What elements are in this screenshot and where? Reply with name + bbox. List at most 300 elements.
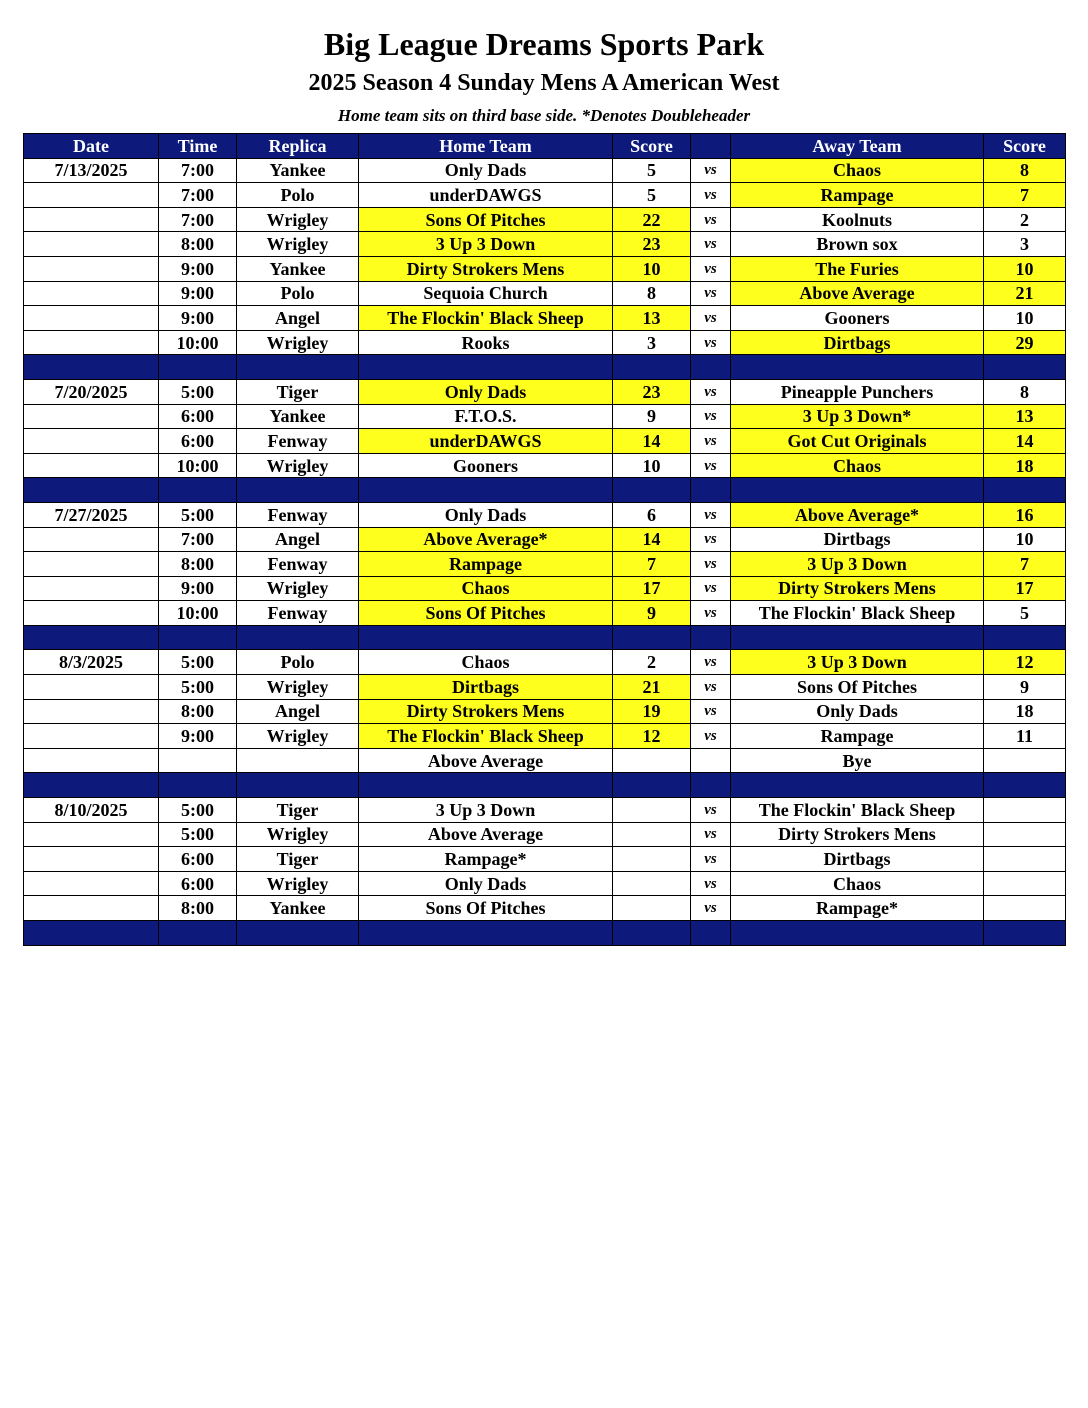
date-cell: 8/3/2025 [24, 650, 159, 675]
separator-cell [24, 355, 159, 380]
date-cell [24, 699, 159, 724]
date-cell [24, 675, 159, 700]
away-team-cell: The Flockin' Black Sheep [731, 798, 984, 823]
home-team-cell: Only Dads [359, 158, 613, 183]
date-cell [24, 306, 159, 331]
vs-cell: vs [691, 404, 731, 429]
replica-cell: Wrigley [237, 207, 359, 232]
separator-cell [159, 921, 237, 946]
home-score-cell: 12 [613, 724, 691, 749]
away-team-cell: Chaos [731, 158, 984, 183]
vs-cell: vs [691, 896, 731, 921]
home-score-cell: 19 [613, 699, 691, 724]
home-team-cell: Dirty Strokers Mens [359, 699, 613, 724]
week-separator-row [24, 355, 1066, 380]
home-team-cell: 3 Up 3 Down [359, 798, 613, 823]
game-row [24, 748, 1066, 773]
away-team-cell: 3 Up 3 Down [731, 552, 984, 577]
game-row [24, 207, 1066, 232]
separator-cell [731, 625, 984, 650]
separator-cell [613, 773, 691, 798]
home-score-cell: 9 [613, 601, 691, 626]
home-team-cell: Sons Of Pitches [359, 207, 613, 232]
time-cell: 8:00 [159, 552, 237, 577]
game-row [24, 379, 1066, 404]
time-cell [159, 748, 237, 773]
replica-cell: Fenway [237, 429, 359, 454]
game-row [24, 675, 1066, 700]
date-cell: 8/10/2025 [24, 798, 159, 823]
vs-cell: vs [691, 552, 731, 577]
away-team-cell: Dirtbags [731, 527, 984, 552]
vs-cell: vs [691, 576, 731, 601]
away-team-cell: Chaos [731, 453, 984, 478]
vs-cell: vs [691, 527, 731, 552]
home-team-cell: Sons Of Pitches [359, 896, 613, 921]
vs-cell: vs [691, 281, 731, 306]
time-cell: 5:00 [159, 675, 237, 700]
away-score-cell: 14 [984, 429, 1066, 454]
replica-cell: Wrigley [237, 232, 359, 257]
home-team-cell: underDAWGS [359, 429, 613, 454]
time-cell: 5:00 [159, 379, 237, 404]
replica-cell: Wrigley [237, 576, 359, 601]
separator-cell [159, 478, 237, 503]
date-cell [24, 281, 159, 306]
time-cell: 9:00 [159, 306, 237, 331]
date-cell [24, 183, 159, 208]
separator-cell [359, 478, 613, 503]
away-score-cell: 29 [984, 330, 1066, 355]
separator-cell [237, 355, 359, 380]
replica-cell: Wrigley [237, 675, 359, 700]
separator-cell [984, 625, 1066, 650]
away-team-cell: Only Dads [731, 699, 984, 724]
away-score-cell: 10 [984, 306, 1066, 331]
time-cell: 7:00 [159, 527, 237, 552]
game-row [24, 576, 1066, 601]
home-team-cell: Sequoia Church [359, 281, 613, 306]
away-score-cell: 8 [984, 379, 1066, 404]
away-score-cell: 9 [984, 675, 1066, 700]
away-team-cell: Rampage [731, 183, 984, 208]
game-row [24, 724, 1066, 749]
separator-cell [731, 921, 984, 946]
home-score-cell [613, 798, 691, 823]
doubleheader-note: Home team sits on third base side. *Denotes Doubleheader [337, 106, 751, 125]
separator-cell [159, 773, 237, 798]
home-score-cell: 7 [613, 552, 691, 577]
away-team-cell: 3 Up 3 Down [731, 650, 984, 675]
separator-cell [691, 921, 731, 946]
date-cell [24, 748, 159, 773]
game-row [24, 847, 1066, 872]
home-score-cell: 8 [613, 281, 691, 306]
separator-cell [237, 625, 359, 650]
away-score-cell [984, 896, 1066, 921]
home-team-cell: Above Average [359, 748, 613, 773]
date-cell [24, 256, 159, 281]
home-team-cell: Only Dads [359, 379, 613, 404]
table-header-row [24, 134, 1066, 159]
replica-cell: Angel [237, 699, 359, 724]
replica-cell: Yankee [237, 158, 359, 183]
away-score-cell: 10 [984, 256, 1066, 281]
away-team-cell: Chaos [731, 871, 984, 896]
home-team-cell: F.T.O.S. [359, 404, 613, 429]
away-team-cell: Bye [731, 748, 984, 773]
game-row [24, 552, 1066, 577]
time-cell: 5:00 [159, 822, 237, 847]
away-score-cell: 13 [984, 404, 1066, 429]
time-cell: 10:00 [159, 330, 237, 355]
separator-cell [24, 478, 159, 503]
home-team-cell: Dirty Strokers Mens [359, 256, 613, 281]
vs-cell: vs [691, 699, 731, 724]
vs-cell: vs [691, 232, 731, 257]
separator-cell [359, 773, 613, 798]
home-team-cell: Chaos [359, 650, 613, 675]
home-team-cell: 3 Up 3 Down [359, 232, 613, 257]
game-row [24, 871, 1066, 896]
home-team-cell: The Flockin' Black Sheep [359, 724, 613, 749]
home-team-cell: Rampage* [359, 847, 613, 872]
away-score-cell [984, 748, 1066, 773]
date-cell [24, 896, 159, 921]
time-cell: 5:00 [159, 798, 237, 823]
vs-cell: vs [691, 306, 731, 331]
home-team-cell: Dirtbags [359, 675, 613, 700]
game-row [24, 232, 1066, 257]
home-team-cell: Only Dads [359, 502, 613, 527]
replica-cell: Yankee [237, 896, 359, 921]
vs-cell: vs [691, 330, 731, 355]
game-row [24, 281, 1066, 306]
home-team-cell: Rampage [359, 552, 613, 577]
date-cell: 7/20/2025 [24, 379, 159, 404]
separator-cell [359, 625, 613, 650]
vs-cell [691, 748, 731, 773]
time-cell: 9:00 [159, 724, 237, 749]
separator-cell [359, 355, 613, 380]
time-cell: 8:00 [159, 699, 237, 724]
vs-cell: vs [691, 379, 731, 404]
home-team-cell: Only Dads [359, 871, 613, 896]
home-team-cell: Sons Of Pitches [359, 601, 613, 626]
separator-cell [24, 921, 159, 946]
away-team-cell: Koolnuts [731, 207, 984, 232]
away-team-cell: Brown sox [731, 232, 984, 257]
replica-cell [237, 748, 359, 773]
away-score-cell [984, 847, 1066, 872]
home-score-cell: 2 [613, 650, 691, 675]
away-team-cell: 3 Up 3 Down* [731, 404, 984, 429]
away-score-cell: 21 [984, 281, 1066, 306]
time-cell: 8:00 [159, 896, 237, 921]
week-separator-row [24, 625, 1066, 650]
time-cell: 5:00 [159, 502, 237, 527]
time-cell: 9:00 [159, 256, 237, 281]
vs-cell: vs [691, 256, 731, 281]
home-score-cell: 5 [613, 183, 691, 208]
date-cell [24, 822, 159, 847]
date-cell [24, 527, 159, 552]
away-team-cell: Above Average* [731, 502, 984, 527]
vs-cell: vs [691, 798, 731, 823]
home-score-cell: 14 [613, 429, 691, 454]
separator-cell [237, 478, 359, 503]
replica-cell: Wrigley [237, 724, 359, 749]
time-cell: 7:00 [159, 207, 237, 232]
vs-cell: vs [691, 601, 731, 626]
away-score-cell: 3 [984, 232, 1066, 257]
date-cell [24, 429, 159, 454]
vs-cell: vs [691, 847, 731, 872]
vs-cell: vs [691, 650, 731, 675]
game-row [24, 453, 1066, 478]
replica-cell: Tiger [237, 798, 359, 823]
replica-cell: Yankee [237, 256, 359, 281]
home-score-cell: 23 [613, 232, 691, 257]
away-team-cell: Sons Of Pitches [731, 675, 984, 700]
separator-cell [237, 921, 359, 946]
replica-cell: Angel [237, 527, 359, 552]
home-score-cell: 10 [613, 453, 691, 478]
replica-cell: Fenway [237, 601, 359, 626]
home-team-cell: Gooners [359, 453, 613, 478]
time-cell: 6:00 [159, 871, 237, 896]
away-score-cell: 7 [984, 183, 1066, 208]
away-team-cell: Above Average [731, 281, 984, 306]
time-cell: 10:00 [159, 601, 237, 626]
replica-cell: Yankee [237, 404, 359, 429]
separator-cell [731, 355, 984, 380]
replica-cell: Tiger [237, 379, 359, 404]
separator-cell [613, 355, 691, 380]
schedule-body [24, 158, 1066, 945]
col-header-away-score: Score [984, 134, 1066, 159]
date-cell [24, 847, 159, 872]
home-score-cell [613, 847, 691, 872]
separator-cell [984, 921, 1066, 946]
away-score-cell: 18 [984, 699, 1066, 724]
home-score-cell: 22 [613, 207, 691, 232]
replica-cell: Wrigley [237, 822, 359, 847]
game-row [24, 183, 1066, 208]
date-cell: 7/13/2025 [24, 158, 159, 183]
vs-cell: vs [691, 207, 731, 232]
date-cell: 7/27/2025 [24, 502, 159, 527]
away-score-cell: 17 [984, 576, 1066, 601]
separator-cell [984, 773, 1066, 798]
game-row [24, 822, 1066, 847]
home-score-cell: 21 [613, 675, 691, 700]
away-team-cell: Gooners [731, 306, 984, 331]
home-team-cell: The Flockin' Black Sheep [359, 306, 613, 331]
replica-cell: Wrigley [237, 453, 359, 478]
separator-cell [237, 773, 359, 798]
col-header-vs [691, 134, 731, 159]
home-score-cell [613, 871, 691, 896]
date-cell [24, 871, 159, 896]
game-row [24, 256, 1066, 281]
col-header-away-team: Away Team [731, 134, 984, 159]
separator-cell [691, 625, 731, 650]
replica-cell: Angel [237, 306, 359, 331]
vs-cell: vs [691, 502, 731, 527]
game-row [24, 429, 1066, 454]
replica-cell: Polo [237, 650, 359, 675]
home-team-cell: Above Average [359, 822, 613, 847]
separator-cell [159, 355, 237, 380]
away-score-cell: 7 [984, 552, 1066, 577]
date-cell [24, 724, 159, 749]
home-score-cell: 5 [613, 158, 691, 183]
time-cell: 6:00 [159, 404, 237, 429]
home-score-cell: 14 [613, 527, 691, 552]
home-score-cell: 10 [613, 256, 691, 281]
vs-cell: vs [691, 675, 731, 700]
separator-cell [984, 478, 1066, 503]
game-row [24, 798, 1066, 823]
home-score-cell [613, 748, 691, 773]
game-row [24, 601, 1066, 626]
away-score-cell [984, 871, 1066, 896]
game-row [24, 404, 1066, 429]
time-cell: 6:00 [159, 429, 237, 454]
replica-cell: Fenway [237, 502, 359, 527]
home-team-cell: underDAWGS [359, 183, 613, 208]
time-cell: 7:00 [159, 158, 237, 183]
away-team-cell: Rampage [731, 724, 984, 749]
schedule-table [23, 133, 1066, 946]
vs-cell: vs [691, 429, 731, 454]
separator-cell [613, 478, 691, 503]
date-cell [24, 330, 159, 355]
page-title: Big League Dreams Sports Park [323, 26, 765, 62]
away-score-cell: 8 [984, 158, 1066, 183]
game-row [24, 699, 1066, 724]
home-team-cell: Chaos [359, 576, 613, 601]
col-header-home-team: Home Team [359, 134, 613, 159]
separator-cell [613, 625, 691, 650]
game-row [24, 502, 1066, 527]
replica-cell: Polo [237, 183, 359, 208]
date-cell [24, 601, 159, 626]
away-score-cell: 5 [984, 601, 1066, 626]
separator-cell [24, 625, 159, 650]
replica-cell: Tiger [237, 847, 359, 872]
separator-cell [24, 773, 159, 798]
away-score-cell [984, 798, 1066, 823]
separator-cell [691, 478, 731, 503]
home-team-cell: Above Average* [359, 527, 613, 552]
col-header-date: Date [24, 134, 159, 159]
page-subtitle: 2025 Season 4 Sunday Mens A American West [308, 70, 780, 96]
game-row [24, 158, 1066, 183]
week-separator-row [24, 478, 1066, 503]
home-score-cell: 6 [613, 502, 691, 527]
away-score-cell [984, 822, 1066, 847]
away-team-cell: Pineapple Punchers [731, 379, 984, 404]
col-header-home-score: Score [613, 134, 691, 159]
date-cell [24, 404, 159, 429]
home-team-cell: Rooks [359, 330, 613, 355]
time-cell: 9:00 [159, 576, 237, 601]
week-separator-row [24, 773, 1066, 798]
away-score-cell: 18 [984, 453, 1066, 478]
replica-cell: Polo [237, 281, 359, 306]
game-row [24, 650, 1066, 675]
away-team-cell: Rampage* [731, 896, 984, 921]
replica-cell: Fenway [237, 552, 359, 577]
vs-cell: vs [691, 822, 731, 847]
game-row [24, 306, 1066, 331]
vs-cell: vs [691, 158, 731, 183]
away-team-cell: Dirty Strokers Mens [731, 822, 984, 847]
game-row [24, 896, 1066, 921]
away-team-cell: The Flockin' Black Sheep [731, 601, 984, 626]
away-score-cell: 16 [984, 502, 1066, 527]
away-score-cell: 12 [984, 650, 1066, 675]
week-separator-row [24, 921, 1066, 946]
col-header-time: Time [159, 134, 237, 159]
vs-cell: vs [691, 871, 731, 896]
separator-cell [691, 355, 731, 380]
away-score-cell: 11 [984, 724, 1066, 749]
home-score-cell [613, 896, 691, 921]
vs-cell: vs [691, 724, 731, 749]
date-cell [24, 232, 159, 257]
time-cell: 7:00 [159, 183, 237, 208]
home-score-cell: 23 [613, 379, 691, 404]
away-score-cell: 10 [984, 527, 1066, 552]
home-score-cell [613, 822, 691, 847]
date-cell [24, 576, 159, 601]
separator-cell [359, 921, 613, 946]
separator-cell [159, 625, 237, 650]
away-team-cell: Dirty Strokers Mens [731, 576, 984, 601]
home-score-cell: 3 [613, 330, 691, 355]
away-team-cell: Dirtbags [731, 330, 984, 355]
away-team-cell: Got Cut Originals [731, 429, 984, 454]
away-team-cell: The Furies [731, 256, 984, 281]
home-score-cell: 17 [613, 576, 691, 601]
separator-cell [731, 773, 984, 798]
home-score-cell: 13 [613, 306, 691, 331]
date-cell [24, 207, 159, 232]
col-header-replica: Replica [237, 134, 359, 159]
replica-cell: Wrigley [237, 330, 359, 355]
vs-cell: vs [691, 183, 731, 208]
separator-cell [613, 921, 691, 946]
game-row [24, 330, 1066, 355]
time-cell: 9:00 [159, 281, 237, 306]
time-cell: 5:00 [159, 650, 237, 675]
time-cell: 8:00 [159, 232, 237, 257]
replica-cell: Wrigley [237, 871, 359, 896]
time-cell: 10:00 [159, 453, 237, 478]
game-row [24, 527, 1066, 552]
away-score-cell: 2 [984, 207, 1066, 232]
vs-cell: vs [691, 453, 731, 478]
separator-cell [984, 355, 1066, 380]
separator-cell [691, 773, 731, 798]
away-team-cell: Dirtbags [731, 847, 984, 872]
date-cell [24, 552, 159, 577]
home-score-cell: 9 [613, 404, 691, 429]
date-cell [24, 453, 159, 478]
